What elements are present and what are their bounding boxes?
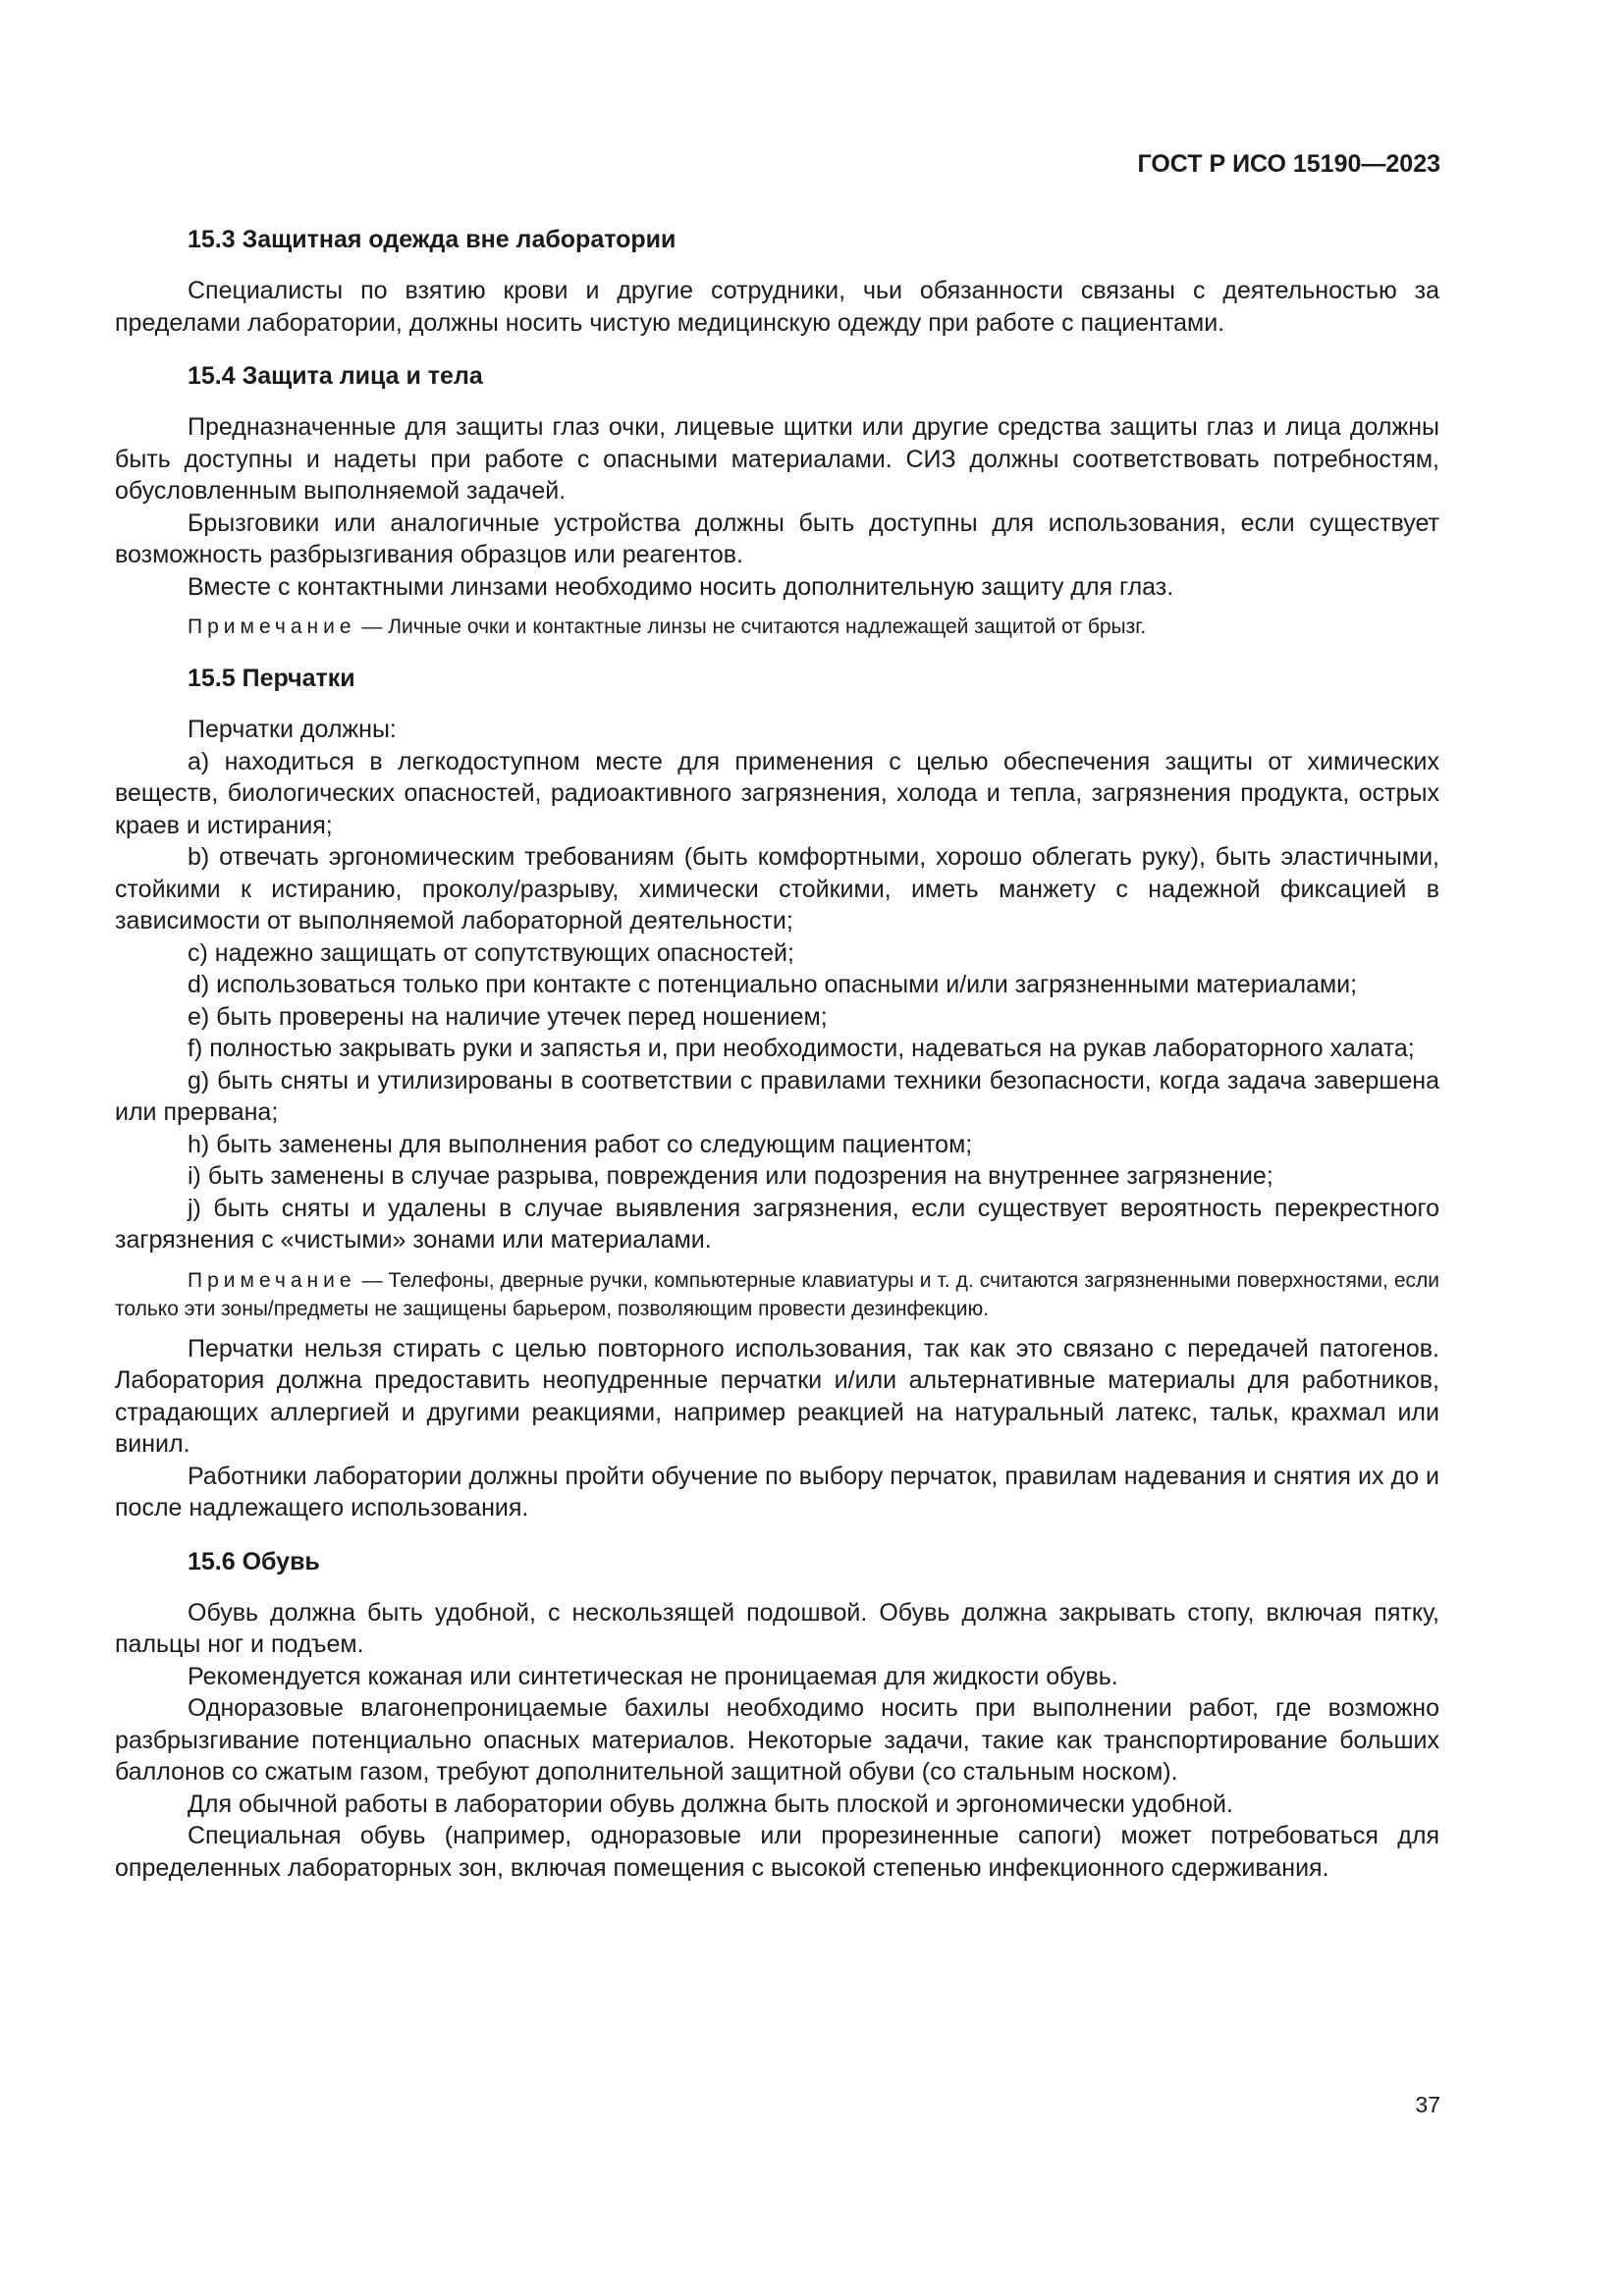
section-15-4-heading: 15.4 Защита лица и тела	[188, 362, 483, 390]
section-15-5-note	[115, 1266, 1439, 1323]
section-15-5-heading: 15.5 Перчатки	[188, 665, 355, 692]
note-text: — Личные очки и контактные линзы не считаются надлежащей защитой от брызг.	[355, 615, 1147, 638]
section-15-6-heading: 15.6 Обувь	[188, 1547, 320, 1575]
note-label: Примечание	[188, 615, 356, 638]
note-label: Примечание	[188, 1268, 356, 1292]
list-item-j: j) быть сняты и удалены в случае выявления загрязнения, если существует вероятность перекрестного загрязнения с «чистыми» зонами или материалами.	[115, 1194, 1439, 1254]
section-15-4-paragraph-2: Брызговики или аналогичные устройства должны быть доступны для использования, если существует возможность разбрызгивания образцов или реагентов.	[115, 508, 1439, 568]
list-item-h: h) быть заменены для выполнения работ со следующим пациентом;	[188, 1130, 973, 1158]
list-item-d: d) использоваться только при контакте с потенциально опасными и/или загрязненными материалами;	[188, 971, 1358, 998]
list-item-b: b) отвечать эргономическим требованиям (быть комфортными, хорошо облегать руку), быть эластичными, стойкими к истиранию, проколу/разрыву, химически стойкими, иметь манжету с надежной фиксацией в зависимости от выполняемой лабораторной деятельности;	[115, 843, 1439, 934]
section-15-6-paragraph-1: Обувь должна быть удобной, с нескользящей подошвой. Обувь должна закрывать стопу, включая пятку, пальцы ног и подъем.	[115, 1598, 1439, 1658]
section-15-4-note	[115, 613, 1439, 641]
list-item-e: e) быть проверены на наличие утечек перед ношением;	[188, 1002, 828, 1031]
list-item-g: g) быть сняты и утилизированы в соответствии с правилами техники безопасности, когда задача завершена или прервана;	[115, 1066, 1439, 1126]
list-item-f: f) полностью закрывать руки и запястья и, при необходимости, надеваться на рукав лабораторного халата;	[188, 1035, 1415, 1062]
document-body	[115, 224, 1439, 1884]
section-15-5-paragraph-after-1: Перчатки нельзя стирать с целью повторного использования, так как это связано с передачей патогенов. Лаборатория должна предоставить неопудренные перчатки и/или альтернативные материалы для работников, страдающих аллергией и другими реакциями, например реакцией на натуральный латекс, тальк, крахмал или винил.	[115, 1334, 1439, 1458]
list-item-c: c) надежно защищать от сопутствующих опасностей;	[188, 938, 794, 967]
section-15-5-intro: Перчатки должны:	[188, 716, 397, 743]
list-item-a: a) находиться в легкодоступном месте для применения с целью обеспечения защиты от химических веществ, биологических опасностей, радиоактивного загрязнения, холода и тепла, загрязнения продукта, острых краев и истирания;	[115, 747, 1439, 839]
page-number: 37	[1415, 2092, 1440, 2117]
document-id-header: ГОСТ Р ИСО 15190—2023	[1137, 150, 1440, 178]
section-15-6-paragraph-2: Рекомендуется кожаная или синтетическая не проницаемая для жидкости обувь.	[188, 1662, 1118, 1690]
section-15-6-paragraph-3: Одноразовые влагонепроницаемые бахилы необходимо носить при выполнении работ, где возможно разбрызгивание потенциально опасных материалов. Некоторые задачи, такие как транспортирование больших баллонов со сжатым газом, требуют дополнительной защитной обуви (со стальным носком).	[115, 1694, 1439, 1786]
section-15-4-paragraph-3: Вместе с контактными линзами необходимо носить дополнительную защиту для глаз.	[188, 572, 1174, 601]
section-15-3-paragraph: Специалисты по взятию крови и другие сотрудники, чьи обязанности связаны с деятельностью за пределами лаборатории, должны носить чистую медицинскую одежду при работе с пациентами.	[115, 277, 1439, 337]
section-15-6-paragraph-5: Специальная обувь (например, одноразовые или прорезиненные сапоги) может потребоваться для определенных лабораторных зон, включая помещения с высокой степенью инфекционного сдерживания.	[115, 1822, 1439, 1882]
section-15-4-paragraph-1: Предназначенные для защиты глаз очки, лицевые щитки или другие средства защиты глаз и лица должны быть доступны и надеты при работе с опасными материалами. СИЗ должны соответствовать потребностям, обусловленным выполняемой задачей.	[115, 413, 1439, 505]
list-item-i: i) быть заменены в случае разрыва, повреждения или подозрения на внутреннее загрязнение;	[188, 1162, 1273, 1190]
section-15-3-heading: 15.3 Защитная одежда вне лаборатории	[188, 226, 677, 253]
section-15-6-paragraph-4: Для обычной работы в лаборатории обувь должна быть плоской и эргономически удобной.	[188, 1789, 1233, 1818]
note-text: — Телефоны, дверные ручки, компьютерные клавиатуры и т. д. считаются загрязненными поверхностями, если только эти зоны/предметы не защищены барьером, позволяющим провести дезинфекцию.	[115, 1268, 1439, 1320]
section-15-5-paragraph-after-2: Работники лаборатории должны пройти обучение по выбору перчаток, правилам надевания и снятия их до и после надлежащего использования.	[115, 1462, 1439, 1522]
